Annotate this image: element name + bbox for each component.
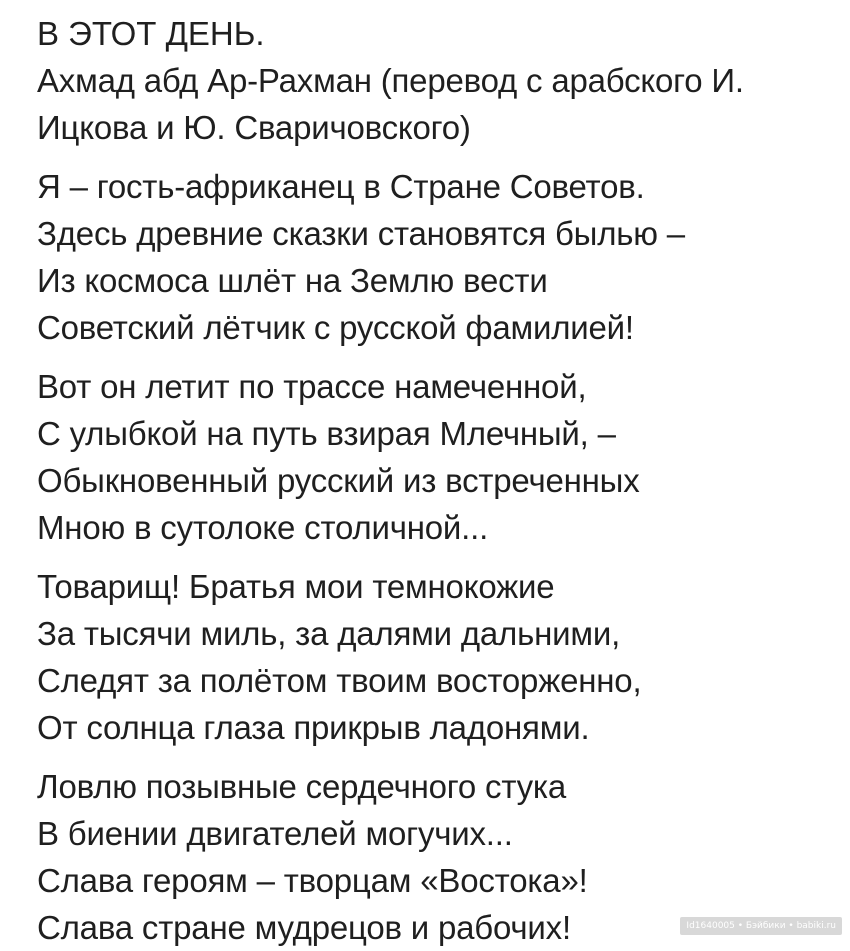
stanza-line: Слава стране мудрецов и рабочих! bbox=[37, 909, 571, 946]
poem-header-author: Ахмад абд Ар-Рахман (перевод с арабского И. bbox=[37, 62, 744, 99]
stanza-line: Следят за полётом твоим восторженно, bbox=[37, 662, 642, 699]
poem-header bbox=[37, 10, 827, 151]
stanza-line: Товарищ! Братья мои темнокожие bbox=[37, 568, 555, 605]
stanza-line: Мною в сутолоке столичной... bbox=[37, 509, 489, 546]
poem-document bbox=[37, 10, 827, 951]
stanza-line: Ловлю позывные сердечного стука bbox=[37, 768, 567, 805]
stanza-1 bbox=[37, 163, 827, 351]
poem-header-title: В ЭТОТ ДЕНЬ. bbox=[37, 15, 265, 52]
stanza-line: Советский лётчик с русской фамилией! bbox=[37, 309, 634, 346]
stanza-line: Обыкновенный русский из встреченных bbox=[37, 462, 640, 499]
stanza-line: Слава героям – творцам «Востока»! bbox=[37, 862, 588, 899]
stanza-line: Вот он летит по трассе намеченной, bbox=[37, 368, 587, 405]
stanza-line: За тысячи миль, за далями дальними, bbox=[37, 615, 621, 652]
stanza-line: С улыбкой на путь взирая Млечный, – bbox=[37, 415, 616, 452]
stanza-2 bbox=[37, 363, 827, 551]
poem-header-translators: Ицкова и Ю. Сваричовского) bbox=[37, 109, 471, 146]
watermark: Id1640005 • Бэйбики • babiki.ru bbox=[680, 917, 842, 935]
stanza-line: Здесь древние сказки становятся былью – bbox=[37, 215, 685, 252]
stanza-line: Из космоса шлёт на Землю вести bbox=[37, 262, 548, 299]
stanza-line: Я – гость-африканец в Стране Советов. bbox=[37, 168, 645, 205]
stanza-line: От солнца глаза прикрыв ладонями. bbox=[37, 709, 590, 746]
stanza-3 bbox=[37, 563, 827, 751]
stanza-line: В биении двигателей могучих... bbox=[37, 815, 513, 852]
